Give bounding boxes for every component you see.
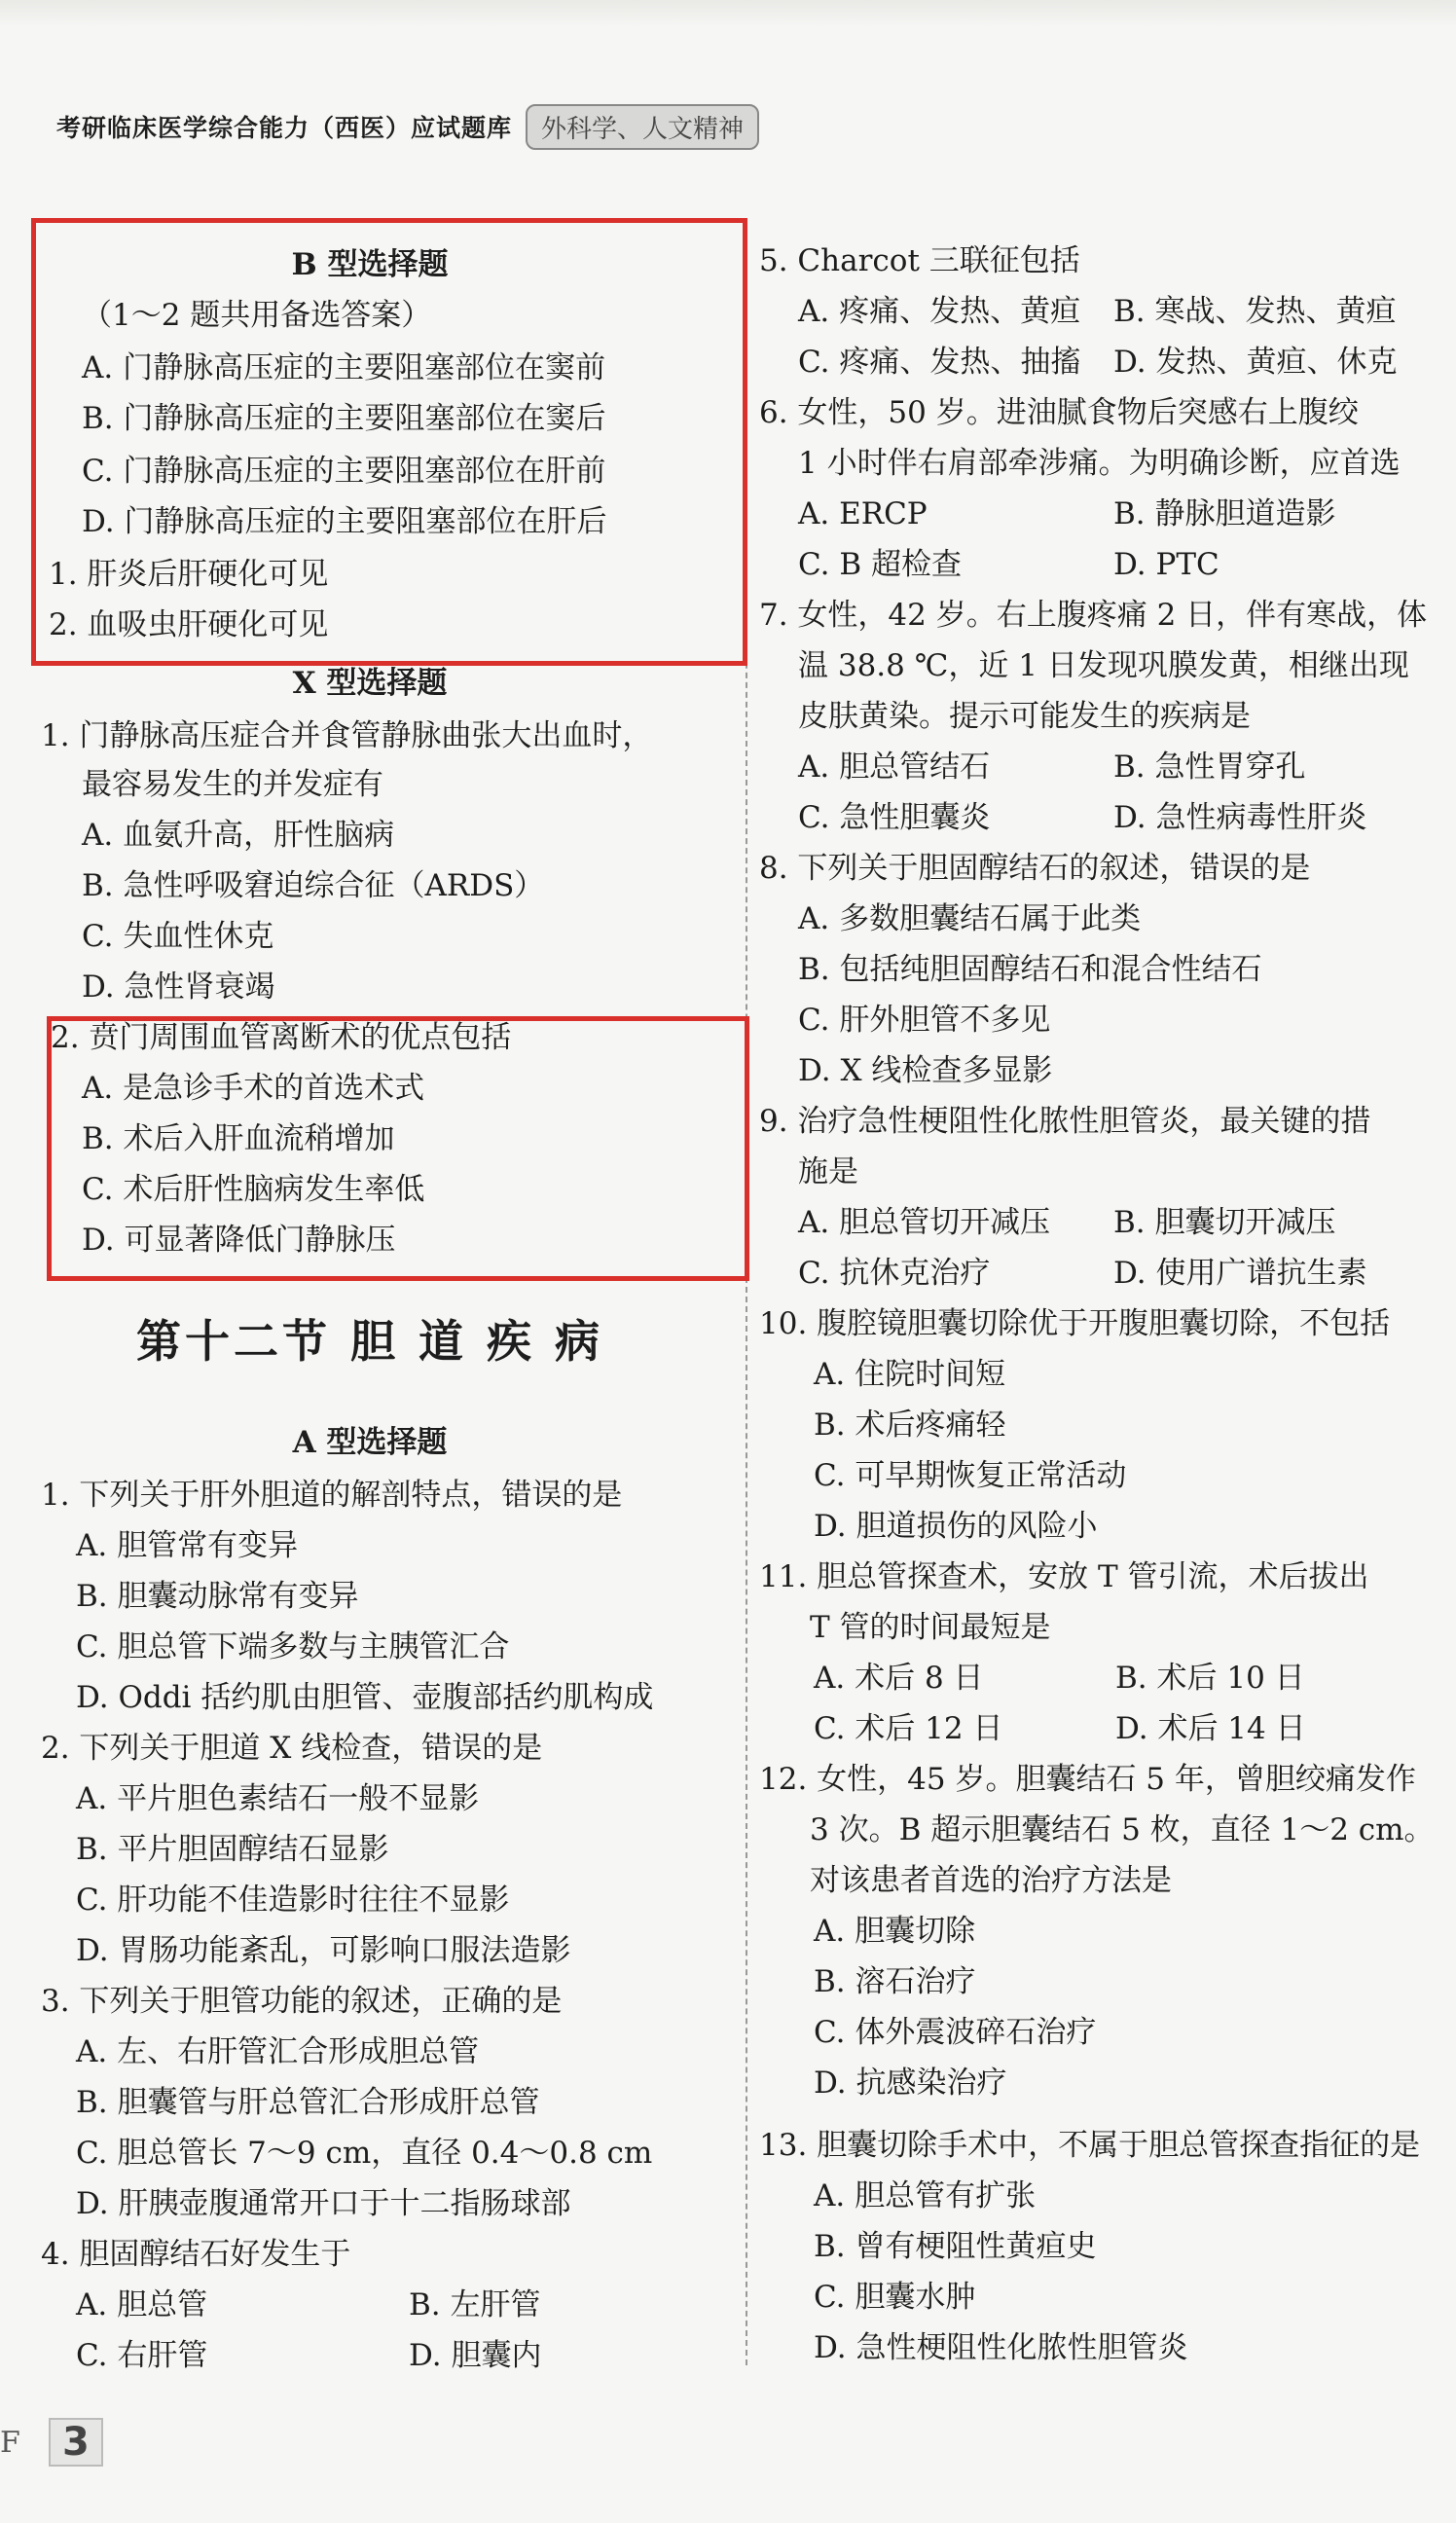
b-type-heading: B 型选择题 <box>291 247 449 282</box>
answer-option: A. 左、右肝管汇合形成胆总管 <box>76 2034 480 2069</box>
b-type-option: B. 门静脉高压症的主要阻塞部位在窦后 <box>82 401 606 436</box>
question-stem: T 管的时间最短是 <box>810 1610 1051 1645</box>
answer-option: D. 急性梗阻性化脓性胆管炎 <box>814 2330 1188 2365</box>
answer-option: A. 术后 8 日 <box>814 1661 984 1696</box>
question-stem: 4. 胆固醇结石好发生于 <box>41 2237 351 2272</box>
answer-option: D. PTC <box>1113 547 1219 582</box>
answer-option: A. 胆囊切除 <box>814 1914 976 1949</box>
b-type-question: 2. 血吸虫肝硬化可见 <box>49 607 329 642</box>
answer-option: D. 可显著降低门静脉压 <box>82 1223 396 1258</box>
answer-option: D. 抗感染治疗 <box>814 2066 1007 2101</box>
answer-option: B. 胆囊动脉常有变异 <box>76 1579 359 1614</box>
question-stem: 1. 下列关于肝外胆道的解剖特点，错误的是 <box>41 1478 623 1513</box>
answer-option: A. 多数胆囊结石属于此类 <box>798 901 1142 936</box>
answer-option: B. 胆囊切开减压 <box>1113 1205 1336 1240</box>
section-title: 第十二节 胆 道 疾 病 <box>135 1315 604 1368</box>
question-stem: 7. 女性，42 岁。右上腹疼痛 2 日，伴有寒战，体 <box>759 598 1428 633</box>
answer-option: C. 肝功能不佳造影时往往不显影 <box>76 1883 510 1918</box>
question-stem: 对该患者首选的治疗方法是 <box>810 1863 1172 1898</box>
answer-option: A. 血氨升高，肝性脑病 <box>82 818 395 853</box>
question-stem: 1. 门静脉高压症合并食管静脉曲张大出血时， <box>41 718 653 753</box>
question-stem: 2. 下列关于胆道 X 线检查，错误的是 <box>41 1731 543 1766</box>
answer-option: C. 可早期恢复正常活动 <box>814 1458 1127 1493</box>
question-stem: 9. 治疗急性梗阻性化脓性胆管炎，最关键的措 <box>759 1104 1371 1139</box>
page-number: 3 <box>49 2418 103 2467</box>
question-stem: 皮肤黄染。提示可能发生的疾病是 <box>798 699 1251 734</box>
answer-option: D. 胆道损伤的风险小 <box>814 1509 1098 1544</box>
answer-option: C. 抗休克治疗 <box>798 1256 991 1291</box>
a-type-heading: A 型选择题 <box>292 1425 448 1460</box>
subject-tag: 外科学、人文精神 <box>526 104 759 150</box>
x-type-heading: X 型选择题 <box>292 666 448 701</box>
answer-option: D. 肝胰壶腹通常开口于十二指肠球部 <box>76 2186 571 2221</box>
answer-option: C. 胆总管下端多数与主胰管汇合 <box>76 1629 510 1664</box>
answer-option: D. 急性肾衰竭 <box>82 969 275 1005</box>
answer-option: C. 疼痛、发热、抽搐 <box>798 345 1081 380</box>
answer-option: B. 平片胆固醇结石显影 <box>76 1832 389 1867</box>
answer-option: A. 胆管常有变异 <box>76 1528 299 1563</box>
answer-option: A. 胆总管切开减压 <box>798 1205 1051 1240</box>
b-type-option: D. 门静脉高压症的主要阻塞部位在肝后 <box>82 504 607 539</box>
answer-option: B. 术后疼痛轻 <box>814 1408 1006 1443</box>
b-type-option: A. 门静脉高压症的主要阻塞部位在窦前 <box>82 350 606 385</box>
answer-option: C. 术后肝性脑病发生率低 <box>82 1172 425 1207</box>
question-stem: 1 小时伴右肩部牵涉痛。为明确诊断，应首选 <box>798 446 1401 481</box>
answer-option: C. 失血性休克 <box>82 919 274 954</box>
answer-option: B. 急性胃穿孔 <box>1113 750 1306 785</box>
answer-option: D. 胆囊内 <box>409 2338 542 2373</box>
answer-option: C. 胆囊水肿 <box>814 2280 976 2315</box>
answer-option: B. 术后 10 日 <box>1115 1661 1305 1696</box>
answer-option: B. 溶石治疗 <box>814 1964 976 1999</box>
answer-option: D. 使用广谱抗生素 <box>1113 1256 1367 1291</box>
b-type-option: C. 门静脉高压症的主要阻塞部位在肝前 <box>82 454 606 489</box>
answer-option: C. 右肝管 <box>76 2338 208 2373</box>
answer-option: A. 疼痛、发热、黄疸 <box>798 294 1081 329</box>
answer-option: A. 胆总管结石 <box>798 750 991 785</box>
question-stem: 3 次。B 超示胆囊结石 5 枚，直径 1～2 cm。 <box>810 1812 1435 1847</box>
answer-option: C. 急性胆囊炎 <box>798 800 991 835</box>
answer-option: A. 胆总管 <box>76 2287 208 2322</box>
answer-option: A. 平片胆色素结石一般不显影 <box>76 1781 480 1816</box>
answer-option: B. 术后入肝血流稍增加 <box>82 1121 395 1156</box>
answer-option: C. 术后 12 日 <box>814 1711 1003 1746</box>
question-stem: 10. 腹腔镜胆囊切除优于开腹胆囊切除，不包括 <box>759 1306 1391 1341</box>
question-stem: 8. 下列关于胆固醇结石的叙述，错误的是 <box>759 851 1311 886</box>
question-stem: 6. 女性，50 岁。进油腻食物后突感右上腹绞 <box>759 395 1359 430</box>
answer-option: B. 左肝管 <box>409 2287 541 2322</box>
answer-option: C. 体外震波碎石治疗 <box>814 2015 1097 2050</box>
answer-option: B. 胆囊管与肝总管汇合形成肝总管 <box>76 2085 540 2120</box>
answer-option: B. 寒战、发热、黄疸 <box>1113 294 1397 329</box>
question-stem: 13. 胆囊切除手术中，不属于胆总管探查指征的是 <box>759 2128 1421 2163</box>
answer-option: D. 发热、黄疸、休克 <box>1113 345 1398 380</box>
answer-option: A. 是急诊手术的首选术式 <box>82 1071 425 1106</box>
question-stem: 5. Charcot 三联征包括 <box>759 243 1080 278</box>
answer-option: A. ERCP <box>798 496 928 531</box>
question-stem: 11. 胆总管探查术，安放 T 管引流，术后拔出 <box>759 1559 1369 1594</box>
answer-option: D. 急性病毒性肝炎 <box>1113 800 1367 835</box>
answer-option: B. 静脉胆道造影 <box>1113 496 1336 531</box>
question-stem: 施是 <box>798 1154 858 1189</box>
answer-option: A. 胆总管有扩张 <box>814 2178 1037 2213</box>
answer-option: D. Oddi 括约肌由胆管、壶腹部括约肌构成 <box>76 1680 654 1715</box>
answer-option: D. X 线检查多显影 <box>798 1053 1053 1088</box>
b-type-shared-note: （1～2 题共用备选答案） <box>82 298 432 333</box>
right-column <box>755 0 1456 2523</box>
answer-option: B. 急性呼吸窘迫综合征（ARDS） <box>82 868 545 903</box>
answer-option: D. 术后 14 日 <box>1115 1711 1306 1746</box>
answer-option: B. 曾有梗阻性黄疸史 <box>814 2229 1097 2264</box>
answer-option: C. 胆总管长 7～9 cm，直径 0.4～0.8 cm <box>76 2136 653 2171</box>
b-type-question: 1. 肝炎后肝硬化可见 <box>49 557 329 592</box>
page-edge-mark: F <box>0 2426 20 2460</box>
book-title: 考研临床医学综合能力（西医）应试题库 <box>56 114 513 142</box>
question-stem: 12. 女性，45 岁。胆囊结石 5 年，曾胆绞痛发作 <box>759 1762 1416 1797</box>
answer-option: A. 住院时间短 <box>814 1357 1006 1392</box>
answer-option: C. 肝外胆管不多见 <box>798 1003 1051 1038</box>
answer-option: B. 包括纯胆固醇结石和混合性结石 <box>798 952 1262 987</box>
question-stem: 3. 下列关于胆管功能的叙述，正确的是 <box>41 1984 563 2019</box>
question-stem: 最容易发生的并发症有 <box>82 767 383 802</box>
answer-option: C. B 超检查 <box>798 547 962 582</box>
question-stem: 温 38.8 ℃，近 1 日发现巩膜发黄，相继出现 <box>798 648 1409 683</box>
question-stem: 2. 贲门周围血管离断术的优点包括 <box>51 1020 512 1055</box>
answer-option: D. 胃肠功能紊乱，可影响口服法造影 <box>76 1933 571 1968</box>
